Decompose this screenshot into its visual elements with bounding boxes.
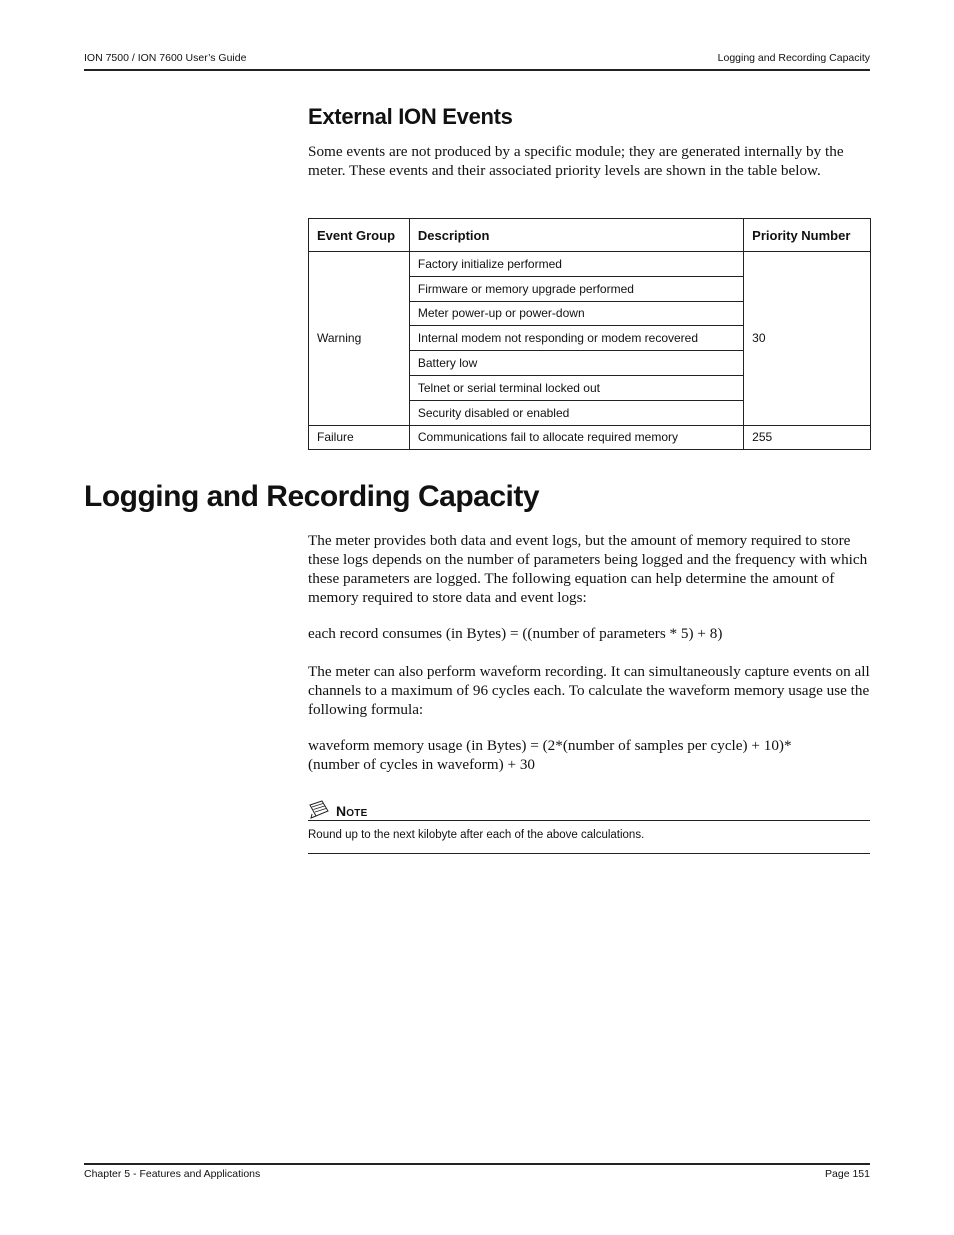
table-header-cell: Description (409, 219, 743, 252)
priority-cell: 30 (744, 252, 871, 426)
event-group-cell: Failure (309, 425, 410, 450)
event-group-cell: Warning (309, 252, 410, 426)
description-cell: Meter power-up or power-down (409, 301, 743, 326)
table-row (309, 425, 871, 450)
description-cell: Factory initialize performed (409, 252, 743, 277)
description-cell: Communications fail to allocate required memory (409, 425, 743, 450)
section-heading-external-events: External ION Events (308, 104, 513, 129)
description-cell: Telnet or serial terminal locked out (409, 375, 743, 400)
note-pencil-icon (308, 799, 332, 819)
description-cell: Security disabled or enabled (409, 400, 743, 425)
note-divider-bottom (308, 853, 870, 854)
page-footer (84, 1168, 870, 1184)
description-cell: Battery low (409, 351, 743, 376)
table-header-row (309, 219, 871, 252)
logging-formula-1: each record consumes (in Bytes) = ((number of parameters * 5) + 8) (308, 625, 723, 642)
header-rule (84, 69, 870, 71)
external-events-intro: Some events are not produced by a specific module; they are generated internally by the meter. These events and their associated priority levels are shown in the table below. (308, 143, 844, 179)
footer-page-number: Page 151 (825, 1168, 870, 1180)
section-heading-logging: Logging and Recording Capacity (84, 480, 540, 513)
table-row (309, 252, 871, 277)
description-cell: Firmware or memory upgrade performed (409, 276, 743, 301)
table-header-cell: Event Group (309, 219, 410, 252)
footer-chapter: Chapter 5 - Features and Applications (84, 1168, 261, 1180)
table-header-cell: Priority Number (744, 219, 871, 252)
header-section-title: Logging and Recording Capacity (717, 52, 870, 64)
logging-paragraph-2: The meter can also perform waveform recording. It can simultaneously capture events on all channels to a maximum of 96 cycles each. To calculate the waveform memory usage use the following formula: (308, 663, 870, 718)
logging-formula-2: waveform memory usage (in Bytes) = (2*(number of samples per cycle) + 10)*(number of cycles in waveform) + 30 (308, 737, 792, 773)
priority-cell: 255 (744, 425, 871, 450)
note-text: Round up to the next kilobyte after each of the above calculations. (308, 829, 645, 841)
description-cell: Internal modem not responding or modem recovered (409, 326, 743, 351)
events-table (308, 218, 871, 450)
logging-paragraph-1: The meter provides both data and event logs, but the amount of memory required to store these logs depends on the number of parameters being logged and the frequency with which these parameters are logged. The following equation can help determine the amount of memory required to store data and event logs: (308, 532, 868, 606)
note-divider-top (308, 820, 870, 821)
note-header (308, 797, 367, 819)
note-title: Note (336, 803, 368, 819)
footer-rule (84, 1163, 870, 1165)
page-header (84, 52, 870, 68)
header-doc-title: ION 7500 / ION 7600 User’s Guide (84, 52, 247, 64)
